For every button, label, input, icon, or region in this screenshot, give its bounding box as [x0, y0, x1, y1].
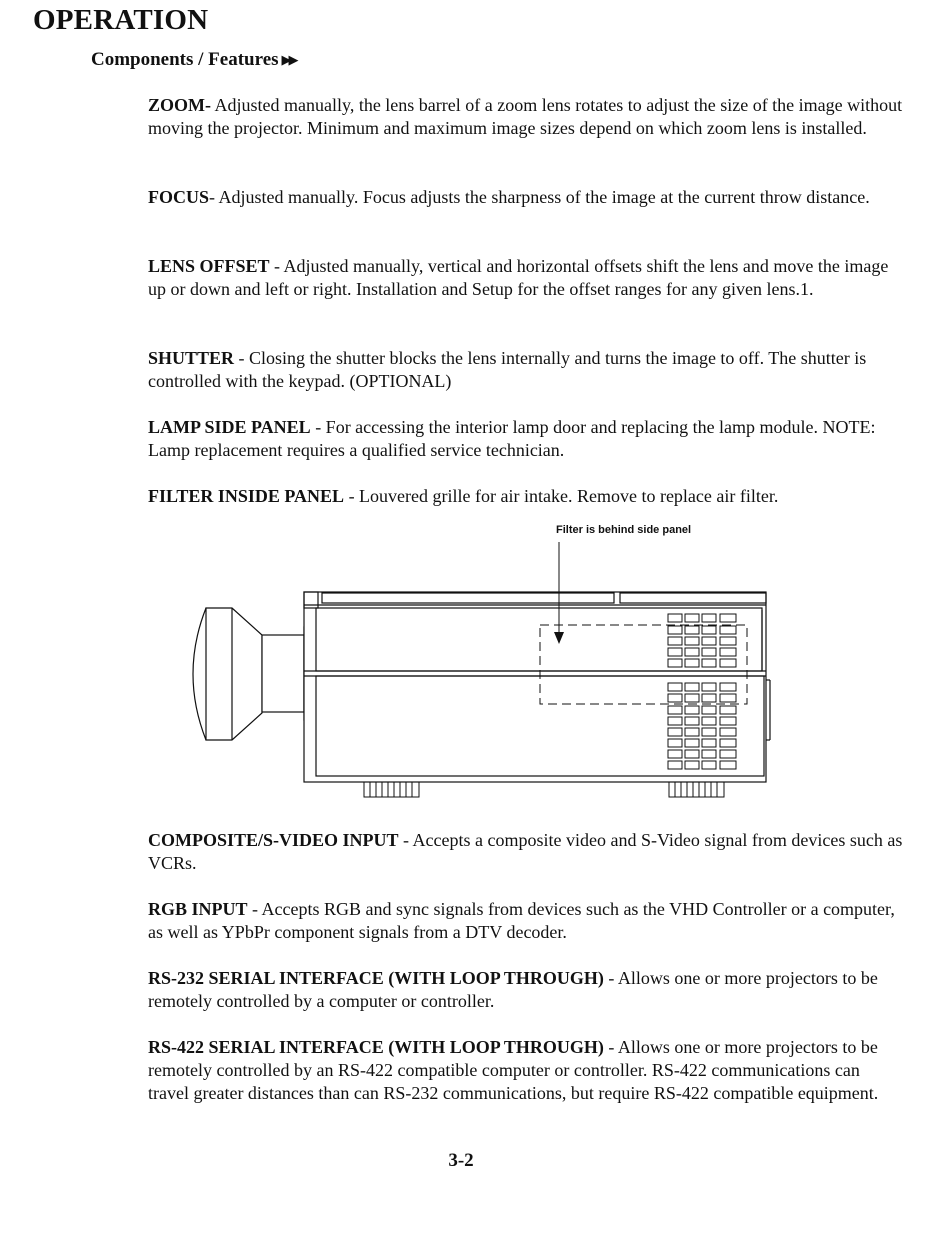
- feature-description: - Closing the shutter blocks the lens internally and turns the image to off. The shutter is controlled with the keypad. (OPTIONAL): [148, 348, 867, 392]
- section-heading-label: Components / Features: [91, 49, 279, 70]
- chassis-outline: [304, 592, 766, 782]
- double-arrow-icon: ▶▶: [281, 52, 296, 67]
- feature-description: - Accepts RGB and sync signals from devices such as the VHD Controller or a computer, as well as YPbPr component signals from a DTV decoder.: [148, 899, 895, 943]
- feature-description: - Allows one or more projectors to be remotely controlled by an RS-422 compatible computer or controller. RS-422 communications can travel greater distances than can RS-232 communications, but require RS-422 compatible equipment.: [148, 1037, 879, 1104]
- feature-description: - For accessing the interior lamp door and replacing the lamp module. NOTE: Lamp replacement requires a qualified service technician.: [148, 417, 876, 461]
- feature-term: LENS OFFSET: [148, 256, 270, 276]
- page-number: 3-2: [448, 1150, 474, 1171]
- feature-shutter: [148, 347, 903, 393]
- feature-term: RS-232 SERIAL INTERFACE (WITH LOOP THROUGH): [148, 968, 604, 988]
- feature-term: SHUTTER: [148, 348, 235, 368]
- feature-term: ZOOM-: [148, 95, 211, 115]
- feature-lamp-side-panel: [148, 416, 903, 462]
- filter-callout-label: Filter is behind side panel: [556, 524, 692, 536]
- page-title: OPERATION: [33, 4, 209, 36]
- feature-description: - Adjusted manually, vertical and horizontal offsets shift the lens and move the image up or down and left or right. Installation and Setup for the offset ranges for any given lens.1.: [148, 256, 889, 300]
- lens-mount: [262, 635, 304, 712]
- feature-zoom: [148, 94, 903, 140]
- projector-side-view-figure: [180, 520, 780, 802]
- feature-term: COMPOSITE/S-VIDEO INPUT: [148, 830, 399, 850]
- feature-focus: [148, 186, 903, 209]
- feature-term: LAMP SIDE PANEL: [148, 417, 311, 437]
- front-foot: [364, 782, 419, 797]
- feature-rs422-serial-interface: [148, 1036, 903, 1106]
- feature-description: - Louvered grille for air intake. Remove to replace air filter.: [344, 486, 779, 506]
- feature-description: - Accepts a composite video and S-Video signal from devices such as VCRs.: [148, 830, 903, 874]
- feature-rs232-serial-interface: [148, 967, 903, 1013]
- lens-curve: [193, 608, 206, 740]
- feature-lens-offset: [148, 255, 903, 301]
- feature-term: RGB INPUT: [148, 899, 248, 919]
- feature-description: - Adjusted manually. Focus adjusts the sharpness of the image at the current throw distance.: [209, 187, 870, 207]
- feature-term: RS-422 SERIAL INTERFACE (WITH LOOP THROUGH): [148, 1037, 604, 1057]
- feature-description: Adjusted manually, the lens barrel of a zoom lens rotates to adjust the size of the image without moving the projector. Minimum and maximum image sizes depend on which zoom lens is installed.: [148, 95, 903, 139]
- projector-side-drawing: [180, 520, 780, 802]
- feature-composite-svideo-input: [148, 829, 903, 875]
- feature-term: FOCUS: [148, 187, 210, 207]
- section-heading: [91, 49, 296, 71]
- lens-barrel: [206, 608, 262, 740]
- feature-term: FILTER INSIDE PANEL: [148, 486, 345, 506]
- feature-filter-inside-panel: [148, 485, 903, 508]
- feature-description: - Allows one or more projectors to be remotely controlled by a computer or controller.: [148, 968, 878, 1012]
- rear-foot: [669, 782, 724, 797]
- feature-rgb-input: [148, 898, 903, 944]
